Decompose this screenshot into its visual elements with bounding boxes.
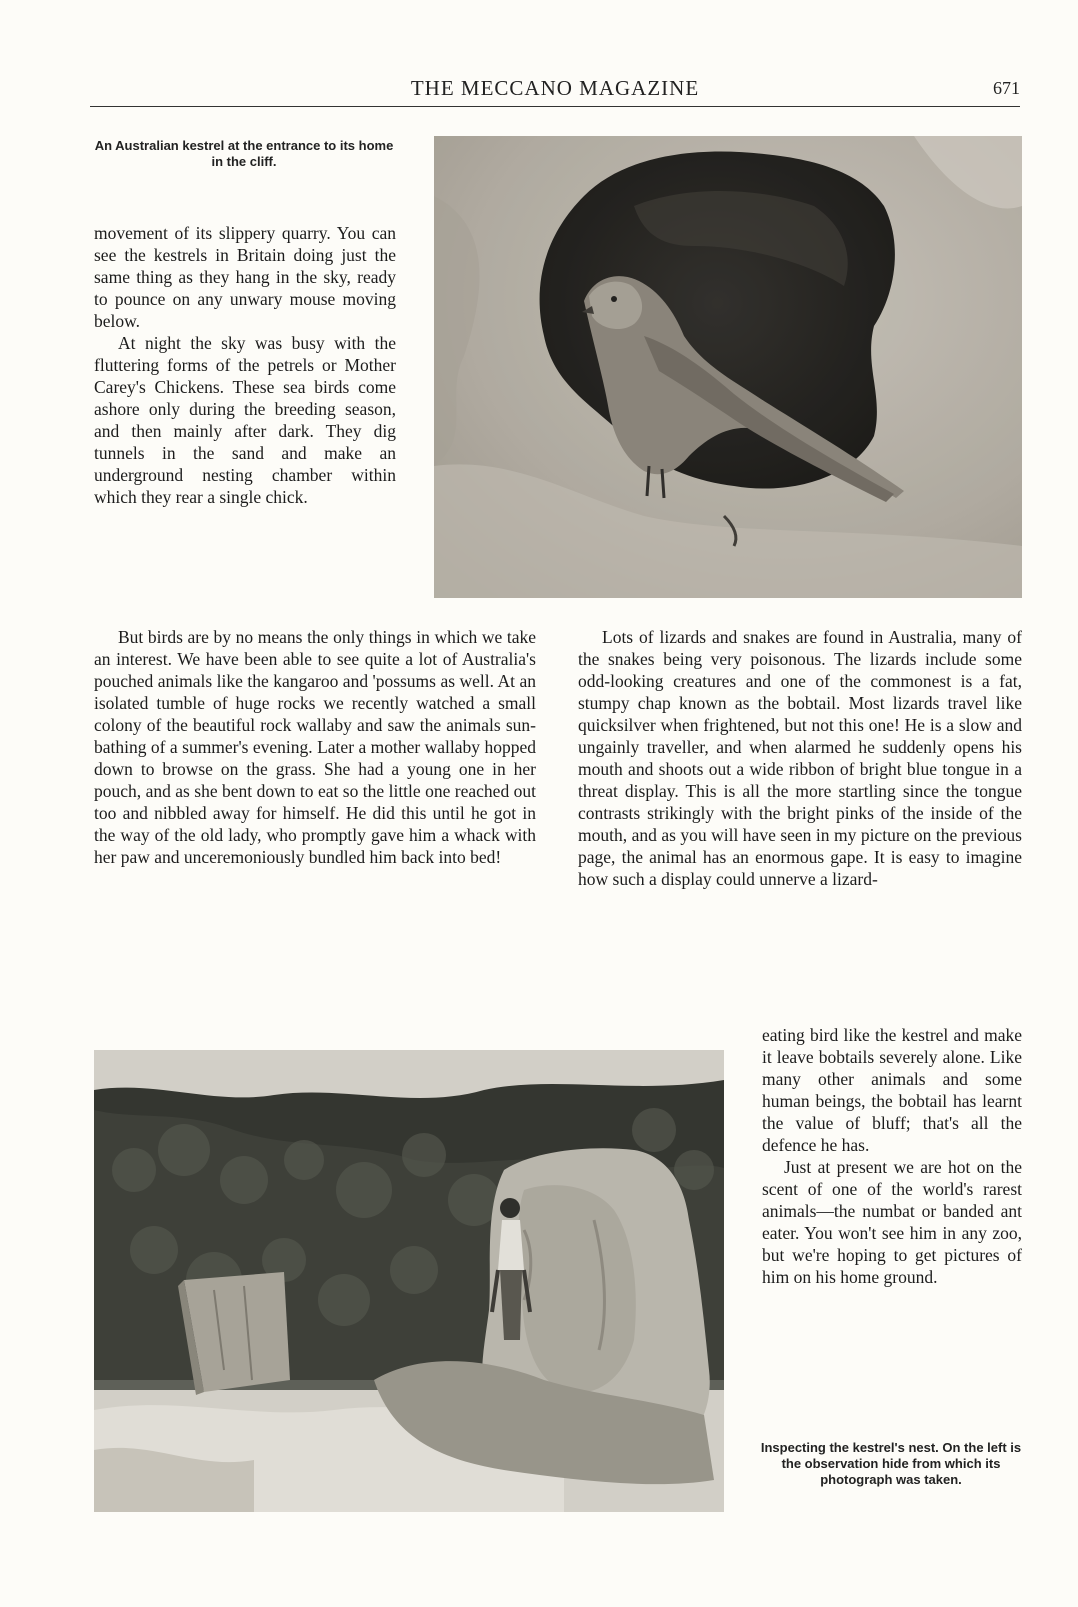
nest-site-photo-caption: Inspecting the kestrel's nest. On the left is the observation hide from which its photograph was taken. <box>760 1440 1022 1487</box>
paragraph: Just at present we are hot on the scent of one of the world's rarest animals—the numbat or banded ant eater. You won't see him in any zoo, but we're hoping to get pictures of him on his home ground. <box>762 1157 1022 1287</box>
nest-site-photo <box>94 1050 724 1512</box>
paragraph: But birds are by no means the only things in which we take an interest. We have been able to see quite a lot of Australia's pouched animals like the kangaroo and 'possums as well. At an isolated tumble of huge rocks we recently watched a small colony of the beautiful rock wallaby and saw the animals sun-bathing of a summer's evening. Later a mother wallaby hopped down to browse on the grass. She had a young one in her pouch, and as she bent down to eat so the little one reached out too and nibbled away for himself. He did this until he got in the way of the old lady, who promptly gave him a whack with her paw and unceremoniously bundled him back into bed! <box>94 627 536 867</box>
article-column-left <box>94 626 536 868</box>
kestrel-photo-caption: An Australian kestrel at the entrance to its home in the cliff. <box>94 138 394 169</box>
article-column-right-narrow <box>762 1024 1022 1288</box>
nest-site-photo-image <box>94 1050 724 1512</box>
paragraph: eating bird like the kestrel and make it leave bobtails severely alone. Like many other animals and some human beings, the bobtail has learnt the value of bluff; that's all the defence he has. <box>762 1025 1022 1155</box>
kestrel-photo <box>434 136 1022 598</box>
header-rule <box>90 106 1020 107</box>
kestrel-photo-image <box>434 136 1022 598</box>
page-number: 671 <box>993 78 1020 98</box>
paragraph: At night the sky was busy with the fluttering forms of the petrels or Mother Carey's Chickens. These sea birds come ashore only during the breeding season, and then mainly after dark. They dig tunnels in the sand and make an underground nesting chamber within which they rear a single chick. <box>94 333 396 507</box>
article-column-narrow-top <box>94 222 396 508</box>
paragraph: movement of its slippery quarry. You can see the kestrels in Britain doing just the same thing as they hang in the sky, ready to pounce on any unwary mouse moving below. <box>94 223 396 331</box>
magazine-title: THE MECCANO MAGAZINE <box>410 76 700 100</box>
article-column-right <box>578 626 1022 890</box>
running-head <box>90 76 1020 106</box>
paragraph: Lots of lizards and snakes are found in Australia, many of the snakes being very poisonous. The lizards include some odd-looking creatures and one of the commonest is a fat, stumpy chap known as the bobtail. Most lizards travel like quicksilver when frightened, but not this one! He is a slow and ungainly traveller, and when alarmed he suddenly opens his mouth and shoots out a wide ribbon of bright blue tongue in a threat display. This is all the more startling since the tongue contrasts strikingly with the bright pinks of the inside of the mouth, and as you will have seen in my picture on the previous page, the animal has an enormous gape. It is easy to imagine how such a display could unnerve a lizard- <box>578 627 1022 889</box>
